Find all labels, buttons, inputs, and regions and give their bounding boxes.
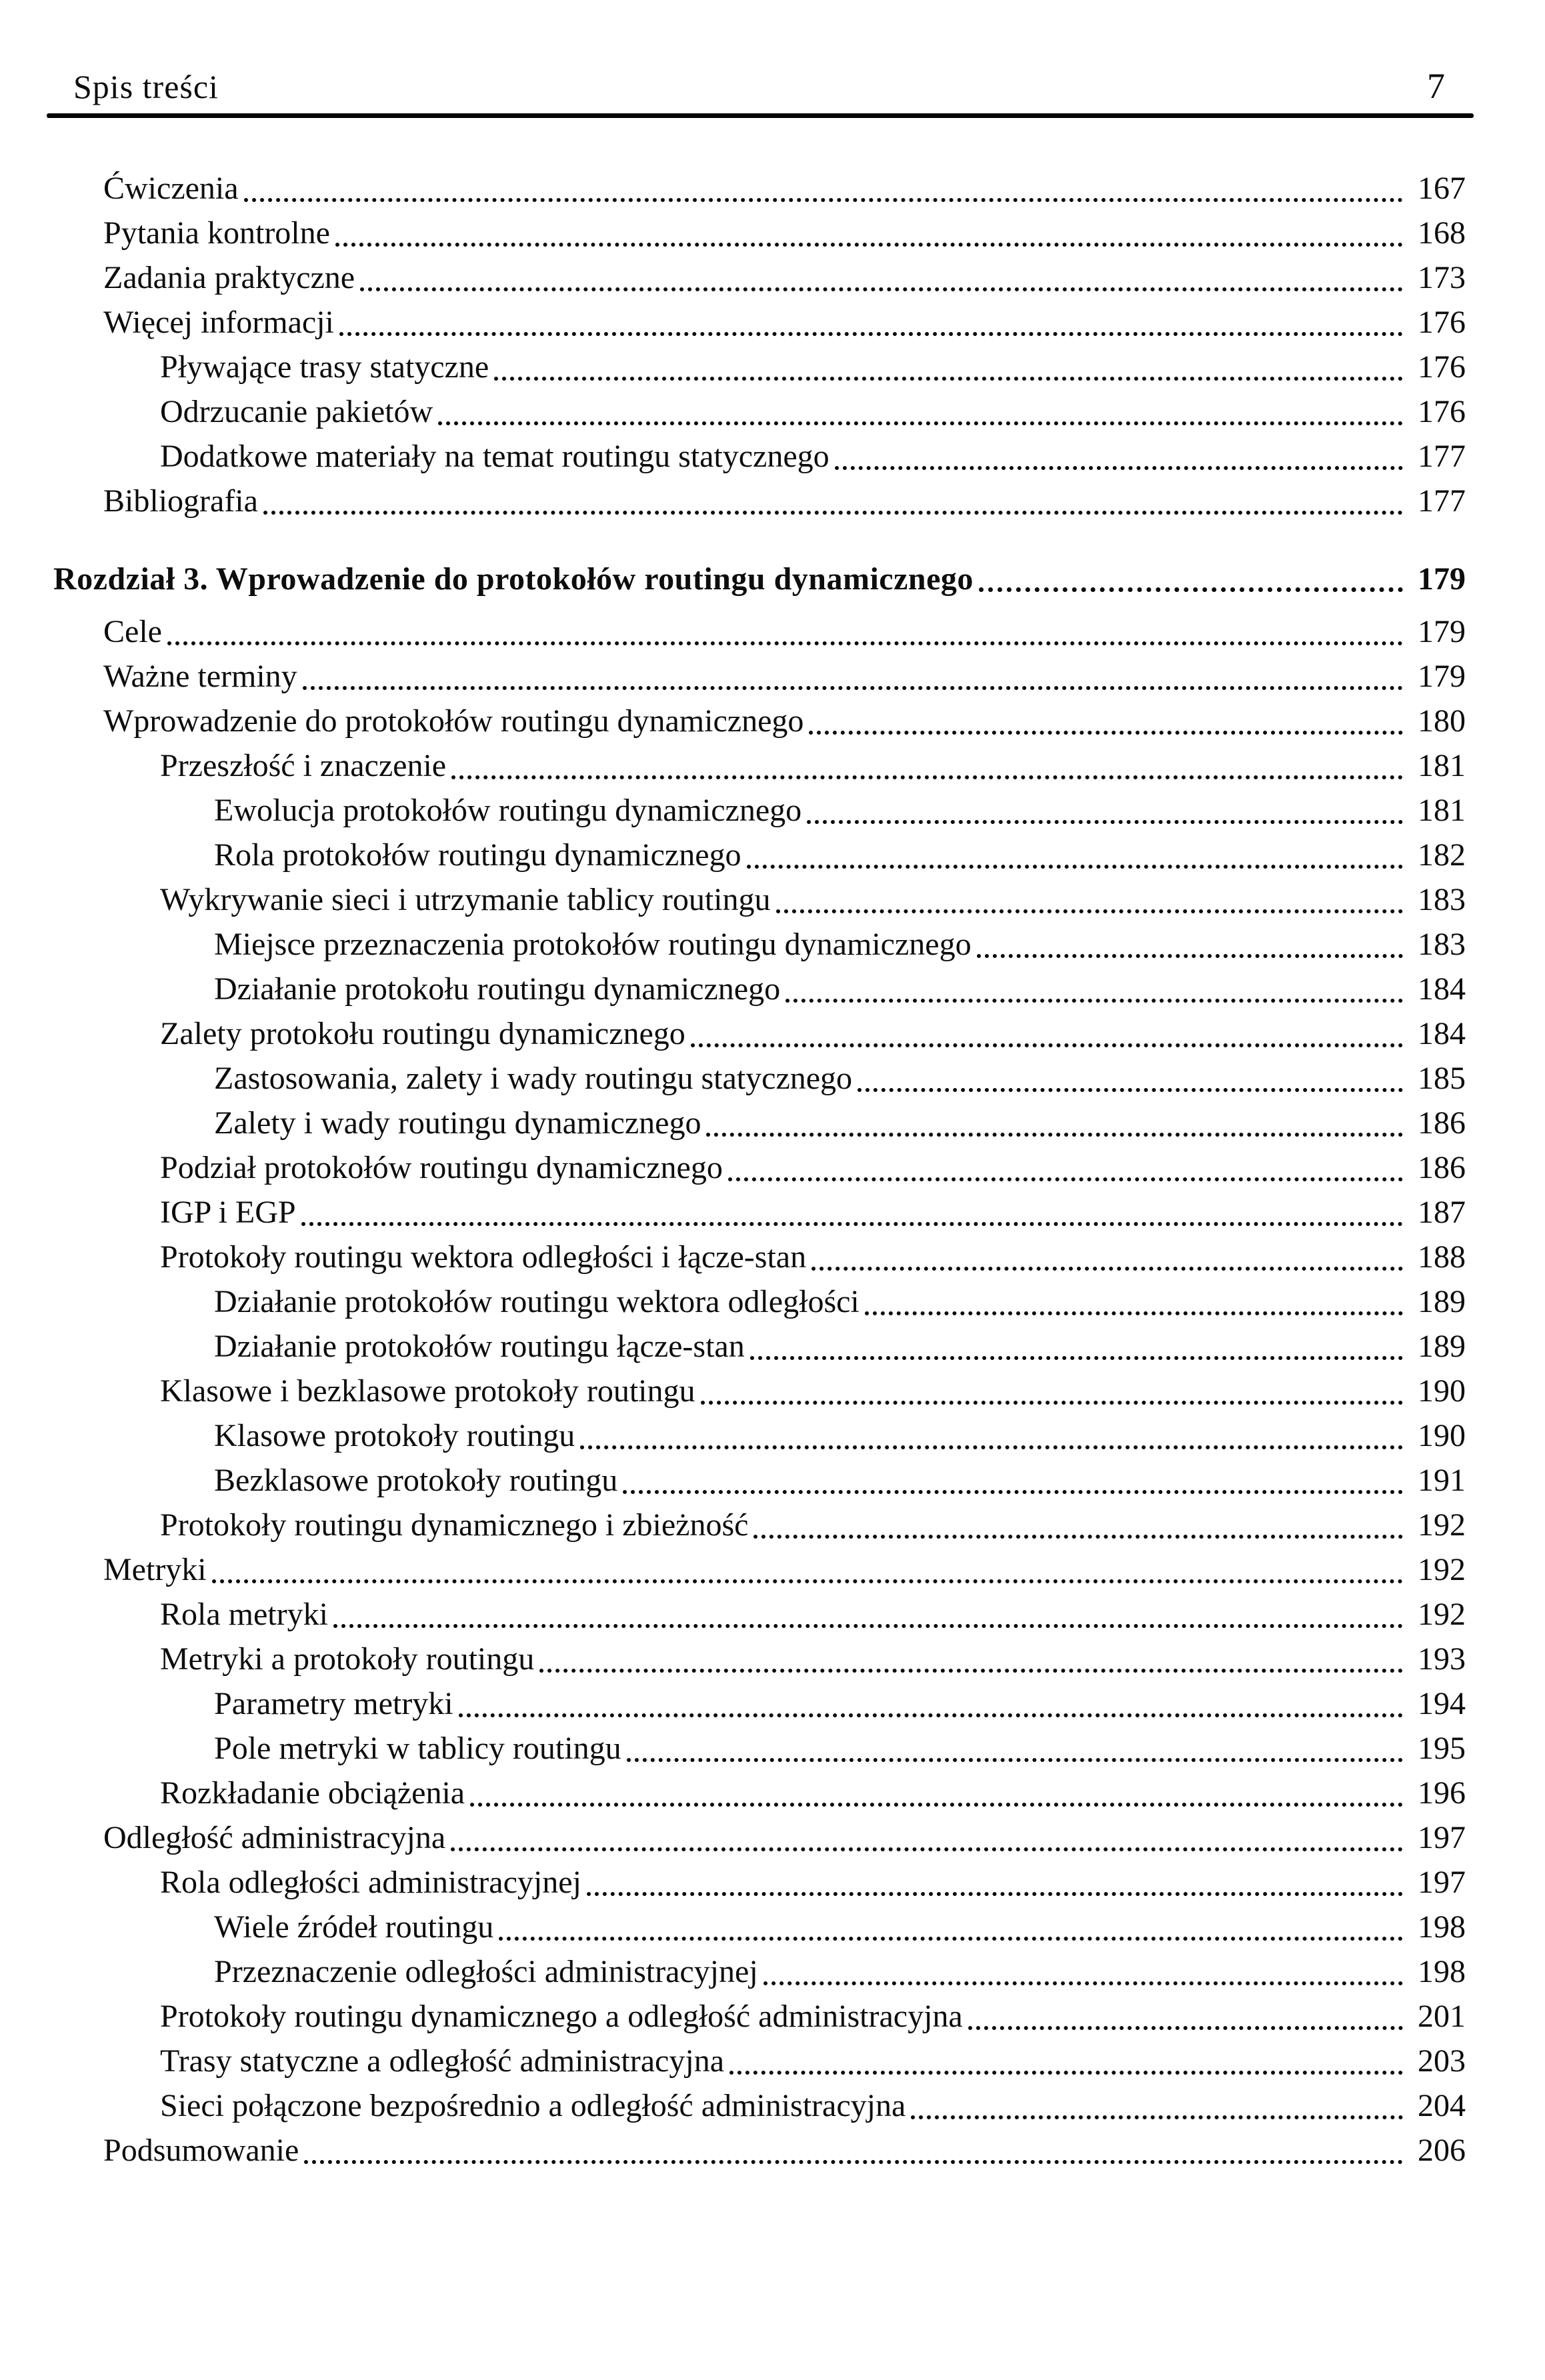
toc-entry-page: 176 xyxy=(1418,305,1466,340)
toc-chapter-row xyxy=(53,557,1466,601)
toc-entry-page: 176 xyxy=(1418,349,1466,385)
toc-entry-label: Klasowe i bezklasowe protokoły routingu xyxy=(160,1373,695,1409)
toc-entry-page: 192 xyxy=(1418,1597,1466,1632)
toc-entry-label: Sieci połączone bezpośrednio a odległość administracyjna xyxy=(160,2088,906,2123)
dot-leader xyxy=(587,1892,1403,1896)
toc-entry-page: 189 xyxy=(1418,1329,1466,1364)
toc-entry-page: 206 xyxy=(1418,2133,1466,2168)
toc-row xyxy=(53,1681,1466,1726)
toc-entry-page: 180 xyxy=(1418,703,1466,739)
toc-entry-label: Pole metryki w tablicy routingu xyxy=(214,1731,621,1766)
toc-entry-label: Trasy statyczne a odległość administracyjna xyxy=(160,2043,724,2079)
dot-leader xyxy=(747,865,1403,869)
dot-leader xyxy=(701,1401,1404,1405)
toc-entry-page: 186 xyxy=(1418,1105,1466,1141)
dot-leader xyxy=(865,1311,1403,1315)
dot-leader xyxy=(539,1669,1403,1673)
toc-entry-page: 193 xyxy=(1418,1641,1466,1677)
toc-row xyxy=(53,2128,1466,2173)
toc-row xyxy=(53,1235,1466,1279)
toc-row xyxy=(53,1145,1466,1190)
dot-leader xyxy=(438,421,1403,425)
toc-row xyxy=(53,1994,1466,2039)
toc-row xyxy=(53,1369,1466,1413)
toc-entry-label: Rola protokołów routingu dynamicznego xyxy=(214,837,741,873)
dot-leader xyxy=(263,511,1403,515)
dot-leader xyxy=(244,198,1403,202)
toc-entry-label: Przeszłość i znaczenie xyxy=(160,748,447,783)
dot-leader xyxy=(812,1267,1403,1271)
toc-entry-page: 188 xyxy=(1418,1239,1466,1275)
toc-row xyxy=(53,1503,1466,1547)
toc-row xyxy=(53,211,1466,255)
dot-leader xyxy=(835,466,1403,470)
dot-leader xyxy=(786,999,1403,1003)
toc-row xyxy=(53,877,1466,922)
toc-entry-label: Miejsce przeznaczenia protokołów routingu dynamicznego xyxy=(214,927,972,962)
toc-row xyxy=(53,1458,1466,1503)
toc-entry-label: Pływające trasy statyczne xyxy=(160,349,489,385)
toc-entry-page: 177 xyxy=(1418,483,1466,519)
toc-entry-label: Odrzucanie pakietów xyxy=(160,394,433,429)
toc-entry-page: 168 xyxy=(1418,215,1466,251)
toc-entry-label: Wprowadzenie do protokołów routingu dynamicznego xyxy=(103,703,804,739)
toc-entry-label: Metryki a protokoły routingu xyxy=(160,1641,535,1677)
toc-entry-page: 197 xyxy=(1418,1820,1466,1855)
toc-entry-label: Działanie protokołów routingu łącze-stan xyxy=(214,1329,745,1364)
toc-entry-label: Rola metryki xyxy=(160,1597,328,1632)
dot-leader xyxy=(339,332,1403,336)
toc-entry-label: Rozkładanie obciążenia xyxy=(160,1775,465,1811)
toc-row xyxy=(53,345,1466,389)
dot-leader xyxy=(807,820,1403,824)
toc-entry-label: Rozdział 3. Wprowadzenie do protokołów routingu dynamicznego xyxy=(53,561,974,597)
toc-entry-page: 179 xyxy=(1418,659,1466,694)
toc-entry-label: Podsumowanie xyxy=(103,2133,299,2168)
toc-row xyxy=(53,434,1466,479)
dot-leader xyxy=(459,1713,1403,1717)
toc-entry-page: 192 xyxy=(1418,1552,1466,1587)
toc-row xyxy=(53,1279,1466,1324)
toc-entry-page: 204 xyxy=(1418,2088,1466,2123)
toc-entry-page: 181 xyxy=(1418,793,1466,828)
toc-row xyxy=(53,788,1466,833)
toc-entry-label: Rola odległości administracyjnej xyxy=(160,1865,581,1900)
dot-leader xyxy=(360,287,1403,291)
toc-entry-label: Zastosowania, zalety i wady routingu statycznego xyxy=(214,1061,853,1096)
toc-row xyxy=(53,479,1466,523)
toc-entry-label: Protokoły routingu dynamicznego a odległość administracyjna xyxy=(160,1999,963,2034)
toc-entry-label: Odległość administracyjna xyxy=(103,1820,446,1855)
toc-entry-page: 191 xyxy=(1418,1463,1466,1498)
toc-entry-page: 183 xyxy=(1418,927,1466,962)
toc-entry-label: Protokoły routingu wektora odległości i łącze-stan xyxy=(160,1239,807,1275)
toc-row xyxy=(53,2083,1466,2128)
toc-entry-page: 190 xyxy=(1418,1418,1466,1453)
toc-row xyxy=(53,166,1466,211)
toc-entry-page: 198 xyxy=(1418,1909,1466,1945)
dot-leader xyxy=(451,775,1403,779)
toc-entry-page: 190 xyxy=(1418,1373,1466,1409)
dot-leader xyxy=(776,909,1404,913)
toc-row xyxy=(53,743,1466,788)
toc-row xyxy=(53,1413,1466,1458)
toc-row xyxy=(53,1056,1466,1101)
toc-entry-label: Ewolucja protokołów routingu dynamicznego xyxy=(214,793,802,828)
toc-entry-label: Wiele źródeł routingu xyxy=(214,1909,494,1945)
dot-leader xyxy=(335,243,1403,247)
toc-entry-label: Wykrywanie sieci i utrzymanie tablicy routingu xyxy=(160,882,771,917)
dot-leader xyxy=(470,1803,1403,1807)
toc-entry-page: 184 xyxy=(1418,971,1466,1007)
toc-entry-label: Klasowe protokoły routingu xyxy=(214,1418,575,1453)
toc-entry-page: 189 xyxy=(1418,1284,1466,1319)
toc-entry-label: Działanie protokołu routingu dynamicznego xyxy=(214,971,781,1007)
toc-row xyxy=(53,699,1466,743)
toc-entry-page: 179 xyxy=(1418,614,1466,649)
toc-entry-page: 181 xyxy=(1418,748,1466,783)
toc-row xyxy=(53,389,1466,434)
toc-entry-page: 167 xyxy=(1418,171,1466,206)
toc-entry-page: 197 xyxy=(1418,1865,1466,1900)
dot-leader xyxy=(753,1535,1403,1539)
toc-entry-label: Zalety i wady routingu dynamicznego xyxy=(214,1105,701,1141)
toc-entry-page: 176 xyxy=(1418,394,1466,429)
dot-leader xyxy=(977,954,1403,958)
toc-entry-label: Podział protokołów routingu dynamicznego xyxy=(160,1150,723,1185)
toc-row xyxy=(53,922,1466,967)
toc-row xyxy=(53,1637,1466,1681)
page-header xyxy=(73,65,1445,107)
toc-row xyxy=(53,300,1466,345)
toc-entry-label: Parametry metryki xyxy=(214,1686,453,1721)
toc-entry-label: Ćwiczenia xyxy=(103,171,239,206)
toc-entry-page: 201 xyxy=(1418,1999,1466,2034)
toc-row xyxy=(53,1860,1466,1905)
toc-entry-label: IGP i EGP xyxy=(160,1195,296,1230)
toc-entry-label: Działanie protokołów routingu wektora odległości xyxy=(214,1284,860,1319)
running-head-title: Spis treści xyxy=(73,68,219,105)
dot-leader xyxy=(167,641,1403,645)
dot-leader xyxy=(499,1937,1403,1941)
toc-entry-label: Zadania praktyczne xyxy=(103,260,355,295)
toc-entry-page: 195 xyxy=(1418,1731,1466,1766)
toc-row xyxy=(53,1190,1466,1235)
dot-leader xyxy=(627,1758,1403,1762)
dot-leader xyxy=(494,377,1403,381)
toc-entry-label: Zalety protokołu routingu dynamicznego xyxy=(160,1016,685,1051)
toc-entry-label: Dodatkowe materiały na temat routingu statycznego xyxy=(160,439,830,474)
toc-entry-page: 184 xyxy=(1418,1016,1466,1051)
dot-leader xyxy=(968,2026,1403,2030)
toc-row xyxy=(53,654,1466,699)
toc-entry-page: 203 xyxy=(1418,2043,1466,2079)
toc-row xyxy=(53,1949,1466,1994)
toc-entry-label: Przeznaczenie odległości administracyjnej xyxy=(214,1954,758,1989)
dot-leader xyxy=(691,1043,1403,1047)
dot-leader xyxy=(763,1981,1403,1985)
dot-leader xyxy=(580,1445,1403,1449)
toc-row xyxy=(53,2039,1466,2083)
toc-entry-page: 194 xyxy=(1418,1686,1466,1721)
toc-entry-page: 179 xyxy=(1418,561,1466,597)
toc-entry-label: Protokoły routingu dynamicznego i zbieżność xyxy=(160,1507,749,1543)
toc-entry-label: Pytania kontrolne xyxy=(103,215,330,251)
toc-entry-page: 187 xyxy=(1418,1195,1466,1230)
dot-leader xyxy=(979,587,1403,592)
toc-row xyxy=(53,1324,1466,1369)
toc-entry-page: 186 xyxy=(1418,1150,1466,1185)
dot-leader xyxy=(706,1133,1403,1137)
toc-row xyxy=(53,833,1466,877)
toc-row xyxy=(53,967,1466,1011)
dot-leader xyxy=(858,1088,1403,1092)
toc-entry-page: 177 xyxy=(1418,439,1466,474)
toc-entry-label: Cele xyxy=(103,614,162,649)
toc-row xyxy=(53,1592,1466,1637)
dot-leader xyxy=(729,2071,1403,2075)
dot-leader xyxy=(911,2115,1403,2119)
dot-leader xyxy=(212,1579,1403,1583)
dot-leader xyxy=(728,1177,1403,1181)
toc-row xyxy=(53,1905,1466,1949)
toc-entry-label: Metryki xyxy=(103,1552,207,1587)
toc-row xyxy=(53,1101,1466,1145)
toc-entry-page: 198 xyxy=(1418,1954,1466,1989)
toc-row xyxy=(53,255,1466,300)
toc-row xyxy=(53,609,1466,654)
dot-leader xyxy=(623,1490,1403,1494)
toc-row xyxy=(53,1011,1466,1056)
header-rule xyxy=(47,113,1474,118)
toc-row xyxy=(53,1771,1466,1815)
toc-entry-page: 183 xyxy=(1418,882,1466,917)
toc-list xyxy=(53,166,1466,2173)
running-head-page-number: 7 xyxy=(1427,66,1445,106)
toc-entry-page: 196 xyxy=(1418,1775,1466,1811)
toc-entry-label: Ważne terminy xyxy=(103,659,297,694)
toc-row xyxy=(53,1547,1466,1592)
toc-entry-page: 185 xyxy=(1418,1061,1466,1096)
toc-entry-label: Bezklasowe protokoły routingu xyxy=(214,1463,618,1498)
toc-entry-label: Bibliografia xyxy=(103,483,258,519)
toc-entry-page: 182 xyxy=(1418,837,1466,873)
dot-leader xyxy=(809,731,1403,735)
toc-row xyxy=(53,1726,1466,1771)
toc-entry-page: 173 xyxy=(1418,260,1466,295)
dot-leader xyxy=(451,1847,1403,1851)
dot-leader xyxy=(301,1222,1403,1226)
dot-leader xyxy=(750,1356,1403,1360)
toc-row xyxy=(53,1815,1466,1860)
dot-leader xyxy=(304,2160,1403,2164)
dot-leader xyxy=(303,686,1403,690)
toc-entry-label: Więcej informacji xyxy=(103,305,334,340)
dot-leader xyxy=(333,1624,1403,1628)
toc-entry-page: 192 xyxy=(1418,1507,1466,1543)
